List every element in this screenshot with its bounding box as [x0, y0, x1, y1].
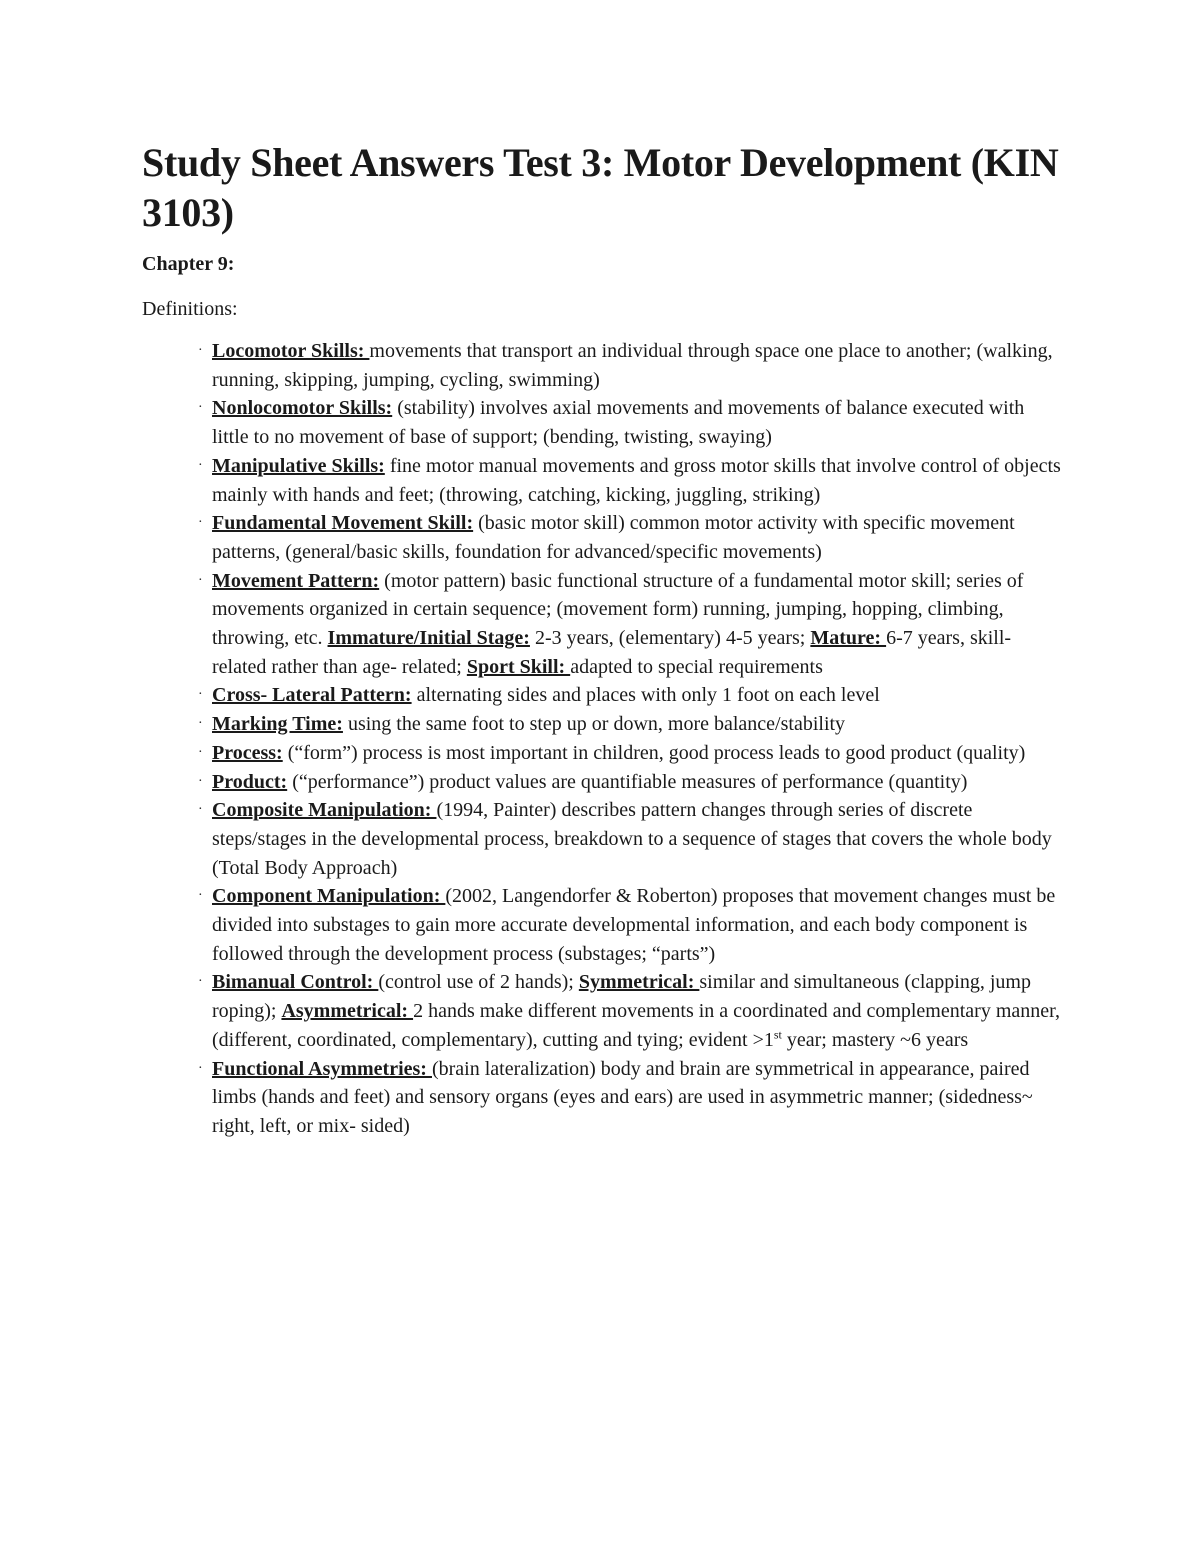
definition-text: (“performance”) product values are quantifiable measures of performance (quantity) — [287, 770, 968, 793]
definition-text: (2002, Langendorfer & Roberton) proposes that movement changes must be divided into substages to gain more accurate developmental information, and each body component is followed through the development process (substages; “parts”) — [212, 885, 1056, 965]
definitions-list — [142, 337, 1062, 1141]
definition-item — [142, 681, 1062, 710]
definition-text: 2-3 years, (elementary) 4-5 years; — [529, 627, 811, 650]
definition-text: 6-7 years, skill- related rather than age- related; — [212, 627, 1012, 678]
definition-term: Manipulative Skills: — [212, 454, 385, 477]
bullet-icon: · — [198, 773, 203, 789]
definition-text: alternating sides and places with only 1 foot on each level — [411, 684, 880, 707]
definition-text: using the same foot to step up or down, more balance/stability — [342, 713, 846, 736]
definition-text: (motor pattern) basic functional structure of a fundamental motor skill; series of movements organized in certain sequence; (movement form) running, jumping, hopping, climbing, throwing, etc. — [212, 569, 1024, 650]
definition-item — [142, 739, 1062, 768]
definition-item — [142, 710, 1062, 739]
definition-text: 2 hands make different movements in a coordinated and complementary manner, (different, coordinated, complementary), cutting and tying; evident >1 — [212, 1000, 1061, 1051]
definition-term: Immature/Initial Stage: — [327, 627, 530, 650]
bullet-icon: · — [198, 974, 203, 990]
definition-term: Nonlocomotor Skills: — [212, 397, 393, 420]
definition-term: Asymmetrical: — [281, 1000, 414, 1023]
definition-text: (basic motor skill) common motor activity with specific movement patterns, (general/basic skills, foundation for advanced/specific movements) — [212, 512, 1015, 563]
definition-text: year; mastery ~6 years — [781, 1028, 969, 1051]
definition-term: Process: — [212, 741, 283, 764]
definition-item — [142, 768, 1062, 797]
definition-term: Product: — [212, 770, 288, 793]
definitions-label: Definitions: — [142, 298, 238, 320]
bullet-icon: · — [198, 802, 203, 818]
definition-item — [142, 1055, 1062, 1141]
definition-text: adapted to special requirements — [570, 655, 823, 678]
bullet-icon: · — [198, 343, 203, 358]
definition-term: Marking Time: — [212, 713, 343, 736]
definition-term: Movement Pattern: — [212, 569, 380, 592]
bullet-icon: · — [198, 400, 203, 416]
bullet-icon: · — [198, 457, 203, 473]
bullet-icon: · — [198, 888, 203, 904]
chapter-heading: Chapter 9: — [142, 253, 235, 275]
definition-term: Component Manipulation: — [212, 885, 446, 908]
definition-item — [142, 337, 1062, 394]
document-title: Study Sheet Answers Test 3: Motor Development (KIN 3103) — [142, 140, 1059, 235]
definition-item — [142, 452, 1062, 509]
definition-item — [142, 567, 1062, 682]
definition-text: similar and simultaneous (clapping, jump roping); — [212, 971, 1031, 1023]
definition-item — [142, 509, 1062, 566]
bullet-icon: · — [198, 716, 203, 732]
definition-text: (1994, Painter) describes pattern changes through series of discrete steps/stages in the developmental process, breakdown to a sequence of stages that covers the whole body (Total Body Approach) — [212, 799, 1052, 879]
definition-text: fine motor manual movements and gross motor skills that involve control of objects mainly with hands and feet; (throwing, catching, kicking, juggling, striking) — [212, 454, 1061, 506]
bullet-icon: · — [198, 572, 203, 588]
definition-term: Symmetrical: — [578, 971, 700, 994]
definition-term: Composite Manipulation: — [212, 799, 437, 822]
ordinal-superscript: st — [773, 1027, 782, 1042]
definition-text: (control use of 2 hands); — [378, 971, 579, 994]
bullet-icon: · — [198, 1060, 203, 1076]
definition-text: (“form”) process is most important in children, good process leads to good product (quality) — [282, 741, 1026, 764]
bullet-icon: · — [198, 515, 203, 531]
definition-item — [142, 968, 1062, 1054]
definition-term: Locomotor Skills: — [212, 340, 370, 362]
definition-term: Functional Asymmetries: — [212, 1057, 432, 1080]
definition-term: Bimanual Control: — [212, 971, 379, 994]
definition-term: Fundamental Movement Skill: — [212, 512, 474, 535]
definition-text: movements that transport an individual through space one place to another; (walking, running, skipping, jumping, cycling, swimming) — [212, 340, 1053, 391]
definition-term: Sport Skill: — [466, 655, 571, 678]
definition-text: (brain lateralization) body and brain are symmetrical in appearance, paired limbs (hands and feet) and sensory organs (eyes and ears) are used in asymmetric manner; (sidedness~ right, left, or mix- sided) — [212, 1057, 1033, 1137]
definition-text: (stability) involves axial movements and movements of balance executed with little to no movement of base of support; (bending, twisting, swaying) — [212, 397, 1025, 449]
definition-item — [142, 394, 1062, 451]
definition-term: Mature: — [810, 627, 887, 650]
document-page — [142, 138, 1062, 1141]
definition-term: Cross- Lateral Pattern: — [212, 684, 412, 707]
bullet-icon: · — [198, 687, 203, 703]
definition-item — [142, 882, 1062, 968]
bullet-icon: · — [198, 744, 203, 760]
definition-item — [142, 796, 1062, 882]
